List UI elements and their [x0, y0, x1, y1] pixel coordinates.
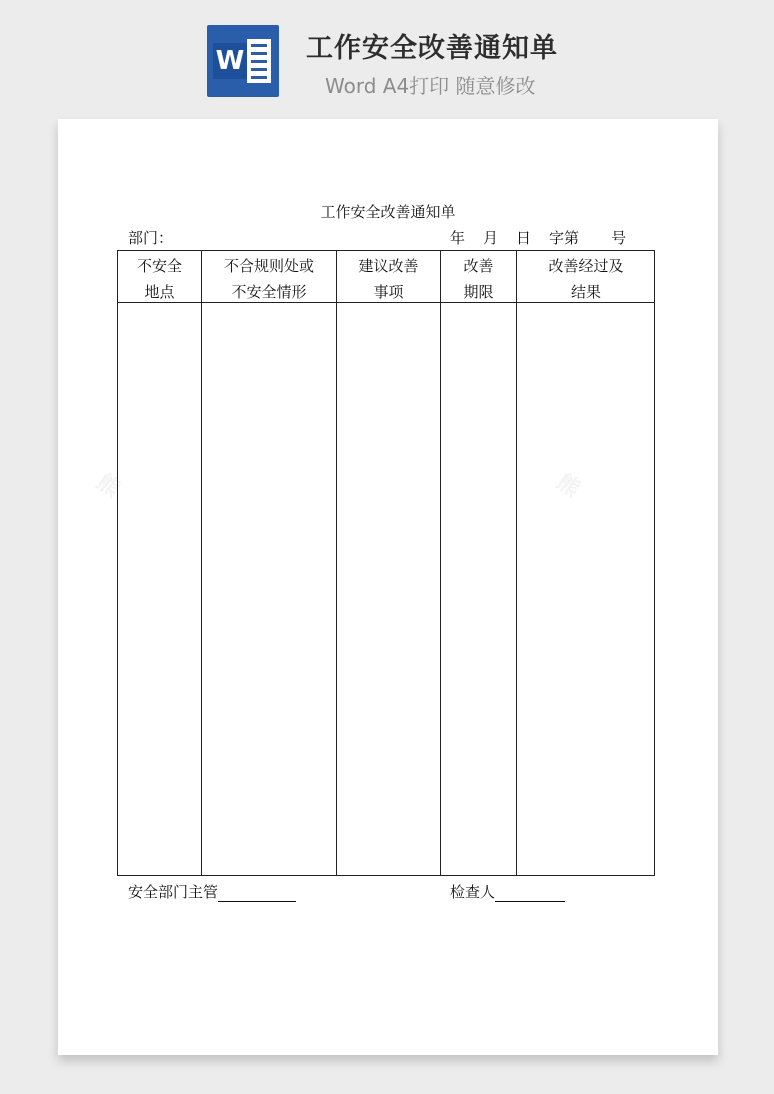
inspector-blank[interactable] — [495, 885, 565, 902]
date-month: 月 — [483, 229, 499, 247]
column-divider — [516, 251, 517, 875]
watermark: 熊 — [91, 469, 125, 503]
inspector-signature — [450, 881, 565, 902]
date-year: 年 — [450, 229, 466, 247]
column-header-deadline: 改善 期限 — [463, 257, 494, 301]
inspector-label: 检查人 — [450, 883, 496, 901]
column-header-result: 改善经过及 结果 — [548, 257, 624, 301]
document-page — [58, 119, 718, 1055]
column-header-violation: 不合规则处或 不安全情形 — [223, 257, 314, 301]
supervisor-blank[interactable] — [218, 885, 296, 902]
date-line — [450, 227, 626, 248]
document-title: 工作安全改善通知单 — [320, 203, 456, 221]
notice-table — [117, 250, 655, 876]
column-divider — [201, 251, 202, 875]
column-divider — [336, 251, 337, 875]
date-day: 日 — [516, 229, 532, 247]
header-subtitle: Word A4打印 随意修改 — [325, 74, 536, 98]
header-title: 工作安全改善通知单 — [306, 33, 558, 64]
supervisor-label: 安全部门主管 — [128, 883, 219, 901]
word-letter-icon: W — [213, 43, 247, 79]
column-divider — [440, 251, 441, 875]
column-header-suggestion: 建议改善 事项 — [358, 257, 419, 301]
doc-number-suffix: 号 — [611, 229, 627, 247]
supervisor-signature — [128, 881, 296, 902]
watermark: 熊 — [551, 469, 585, 503]
department-label: 部门： — [128, 229, 174, 247]
word-app-icon — [207, 25, 279, 97]
document-lines-icon — [247, 39, 271, 83]
column-header-location: 不安全 地点 — [136, 257, 182, 301]
doc-number-prefix: 字第 — [549, 229, 580, 247]
